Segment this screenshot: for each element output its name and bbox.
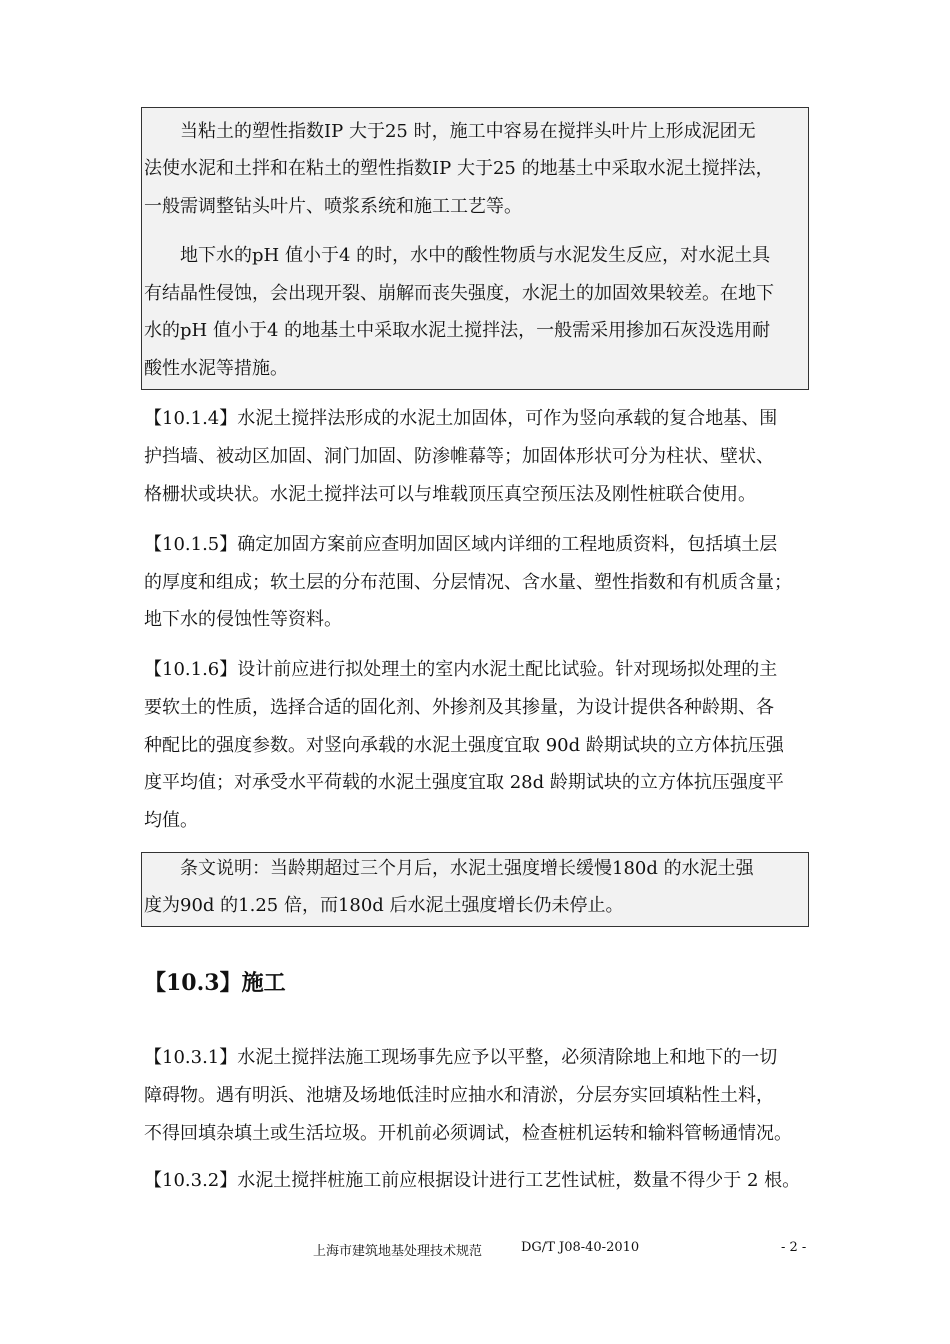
clause-10-3-1-line-1: 【10.3.1】水泥土搅拌法施工现场事先应予以平整，必须清除地上和地下的一切 [144,1047,778,1068]
box2-line-2: 度为90d 的1.25 倍，而180d 后水泥土强度增长仍未停止。 [144,895,624,916]
clause-10-1-4-line-2: 护挡墙、被动区加固、洞门加固、防渗帷幕等；加固体形状可分为柱状、壁状、 [144,446,774,467]
clause-10-1-6-line-4: 度平均值；对承受水平荷载的水泥土强度宜取 28d 龄期试块的立方体抗压强度平 [144,772,784,793]
clause-10-3-2-line-1: 【10.3.2】水泥土搅拌桩施工前应根据设计进行工艺性试桩，数量不得少于 2 根。 [144,1170,801,1191]
clause-10-1-6-line-1: 【10.1.6】设计前应进行拟处理土的室内水泥土配比试验。针对现场拟处理的主 [144,659,778,680]
clause-10-1-4-line-1: 【10.1.4】水泥土搅拌法形成的水泥土加固体，可作为竖向承载的复合地基、围 [144,408,778,429]
footer-page-number: - 2 - [781,1240,807,1255]
box1-p1-line-3: 一般需调整钻头叶片、喷浆系统和施工工艺等。 [144,196,522,217]
box1-p2-line-1: 地下水的pH 值小于4 的时，水中的酸性物质与水泥发生反应，对水泥土具 [180,245,771,266]
clause-10-1-6-line-3: 种配比的强度参数。对竖向承载的水泥土强度宜取 90d 龄期试块的立方体抗压强 [144,735,784,756]
box2-line-1: 条文说明：当龄期超过三个月后，水泥土强度增长缓慢180d 的水泥土强 [180,858,754,879]
clause-10-1-5-line-2: 的厚度和组成；软土层的分布范围、分层情况、含水量、塑性指数和有机质含量； [144,572,792,593]
clause-10-1-6-line-5: 均值。 [144,810,198,831]
section-heading: 【10.3】施工 [144,970,286,996]
clause-10-1-4-line-3: 格栅状或块状。水泥土搅拌法可以与堆载顶压真空预压法及刚性桩联合使用。 [144,484,756,505]
clause-10-1-5-line-3: 地下水的侵蚀性等资料。 [144,609,342,630]
box1-p2-line-4: 酸性水泥等措施。 [144,358,288,379]
box1-p1-line-1: 当粘土的塑性指数IP 大于25 时，施工中容易在搅拌头叶片上形成泥团无 [180,121,756,142]
box1-p2-line-2: 有结晶性侵蚀，会出现开裂、崩解而丧失强度，水泥土的加固效果较差。在地下 [144,283,774,304]
footer-code: DG/T J08-40-2010 [521,1240,640,1255]
clause-10-1-6-line-2: 要软土的性质，选择合适的固化剂、外掺剂及其掺量，为设计提供各种龄期、各 [144,697,774,718]
box1-p1-line-2: 法使水泥和土拌和在粘土的塑性指数IP 大于25 的地基土中采取水泥土搅拌法， [144,158,774,179]
footer-title: 上海市建筑地基处理技术规范 [313,1244,483,1259]
clause-10-1-5-line-1: 【10.1.5】确定加固方案前应查明加固区域内详细的工程地质资料，包括填土层 [144,534,778,555]
clause-10-3-1-line-2: 障碍物。遇有明浜、池塘及场地低洼时应抽水和清淤，分层夯实回填粘性土料， [144,1085,774,1106]
clause-10-3-1-line-3: 不得回填杂填土或生活垃圾。开机前必须调试，检查桩机运转和输料管畅通情况。 [144,1123,792,1144]
box1-p2-line-3: 水的pH 值小于4 的地基土中采取水泥土搅拌法，一般需采用掺加石灰没选用耐 [144,320,771,341]
